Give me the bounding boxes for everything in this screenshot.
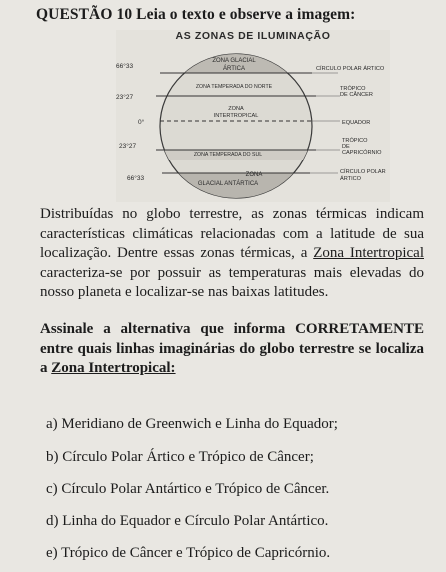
equator-label: EQUADOR	[342, 120, 371, 126]
zone-temperate-north-label: ZONA TEMPERADA DO NORTE	[195, 84, 273, 90]
paragraph-text-start: Distribuídas no globo terrestre, as zonas térmicas indicam características climáticas relacionadas com a latitude de sua localização. Dentre essas zonas térmicas, a	[40, 206, 424, 262]
tropic-capricorn-label-line2: DE	[342, 144, 350, 150]
tropic-cancer-label-line1: TRÓPICO	[340, 86, 366, 92]
option-b[interactable]: b) Círculo Polar Ártico e Trópico de Câncer;	[46, 449, 314, 465]
option-d[interactable]: d) Linha do Equador e Círculo Polar Antártico.	[46, 513, 329, 529]
lat-66s-label: 66°33	[127, 175, 145, 182]
zone-glacial-arctic-line2: ÁRTICA	[223, 66, 245, 72]
lat-23n-label: 23°27	[116, 94, 134, 101]
question-number: QUESTÃO 10	[36, 6, 133, 23]
antarctic-circle-label-line1: CÍRCULO POLAR	[340, 169, 386, 175]
question-instruction: Leia o texto e observe a imagem:	[132, 6, 356, 23]
lat-66n-label: 66°33	[116, 63, 134, 70]
zone-glacial-arctic-line1: ZONA GLACIAL	[212, 58, 256, 64]
question-header	[36, 6, 355, 24]
arctic-circle-label: CÍRCULO POLAR ÁRTICO	[316, 66, 385, 72]
tropic-capricorn-label-line3: CAPRICÓRNIO	[342, 150, 382, 156]
lat-0-label: 0°	[138, 119, 145, 126]
reading-paragraph	[40, 205, 424, 303]
tropic-cancer-label-line2: DE CÂNCER	[340, 92, 373, 98]
option-e[interactable]: e) Trópico de Câncer e Trópico de Capricórnio.	[46, 545, 331, 561]
figure-title: AS ZONAS DE ILUMINAÇÃO	[175, 30, 331, 42]
lat-23s-label: 23°27	[119, 143, 137, 150]
zone-glacial-antarctic-line1: ZONA	[245, 172, 263, 178]
question-prompt	[40, 320, 424, 379]
antarctic-circle-label-line2: ÁRTICO	[340, 176, 362, 182]
globe-diagram	[116, 30, 390, 202]
option-c[interactable]: c) Círculo Polar Antártico e Trópico de Câncer.	[46, 481, 330, 497]
question-highlight: Zona Intertropical:	[51, 360, 176, 377]
zone-tropical-line2: INTERTROPICAL	[213, 113, 259, 119]
zone-tropical-line1: ZONA	[228, 106, 244, 112]
tropic-capricorn-label-line1: TRÓPICO	[342, 138, 368, 144]
zone-glacial-antarctic-line2: GLACIAL ANTÁRTICA	[197, 181, 259, 187]
illumination-zones-figure	[116, 30, 390, 202]
option-a[interactable]: a) Meridiano de Greenwich e Linha do Equador;	[46, 416, 338, 432]
zone-temperate-south-label: ZONA TEMPERADA DO SUL	[193, 152, 263, 158]
paragraph-text-end: caracteriza-se por possuir as temperaturas mais elevadas do nosso planeta e localizar-se nas baixas latitudes.	[40, 264, 424, 301]
question-text: Assinale a alternativa que informa CORRETAMENTE entre quais linhas imaginárias do globo terrestre se localiza a	[40, 321, 424, 377]
paragraph-highlight: Zona Intertropical	[313, 245, 424, 262]
